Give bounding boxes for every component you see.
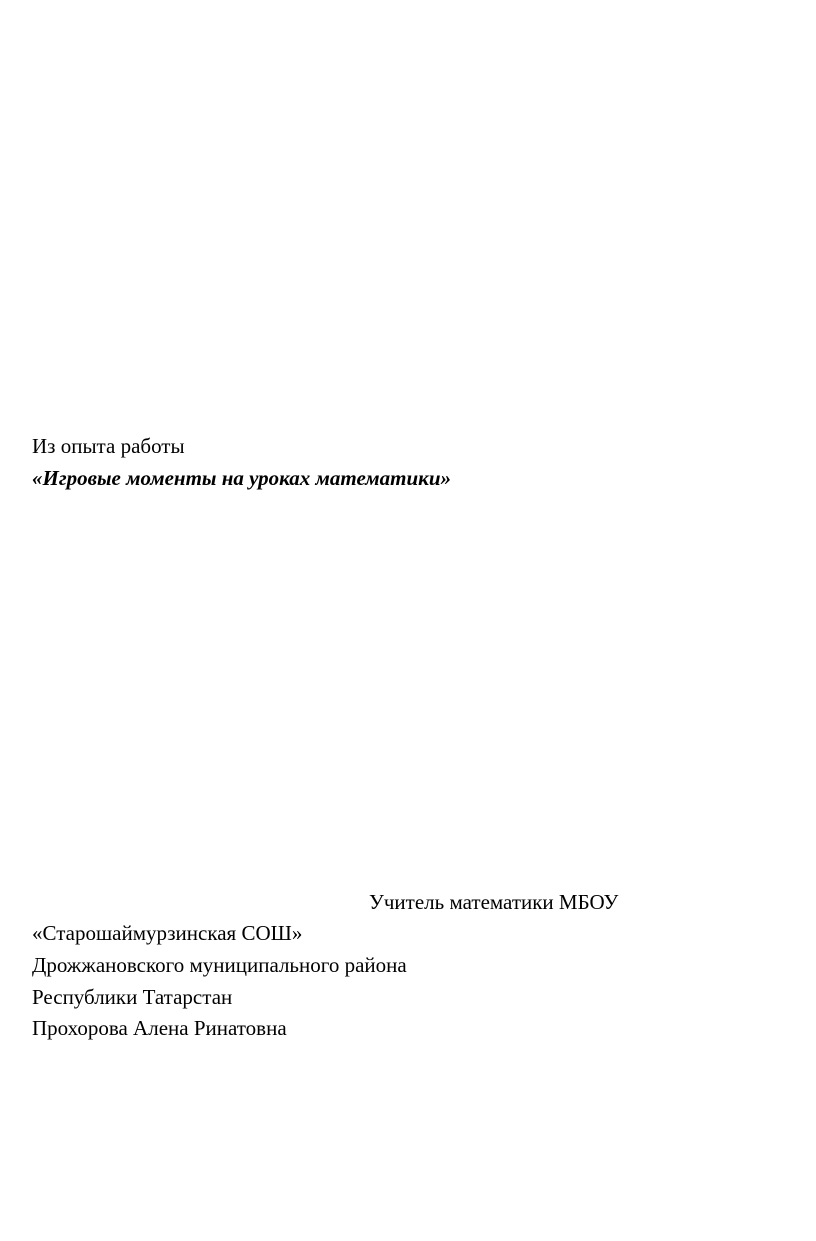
author-line-district: Дрожжановского муниципального района (32, 953, 407, 977)
document-subtitle: Из опыта работы (32, 434, 185, 458)
document-title: «Игровые моменты на уроках математики» (32, 466, 452, 490)
author-line-name: Прохорова Алена Ринатовна (32, 1016, 287, 1040)
author-line-position: Учитель математики МБОУ (369, 890, 619, 914)
author-line-republic: Республики Татарстан (32, 985, 233, 1009)
author-line-school: «Старошаймурзинская СОШ» (32, 921, 303, 945)
